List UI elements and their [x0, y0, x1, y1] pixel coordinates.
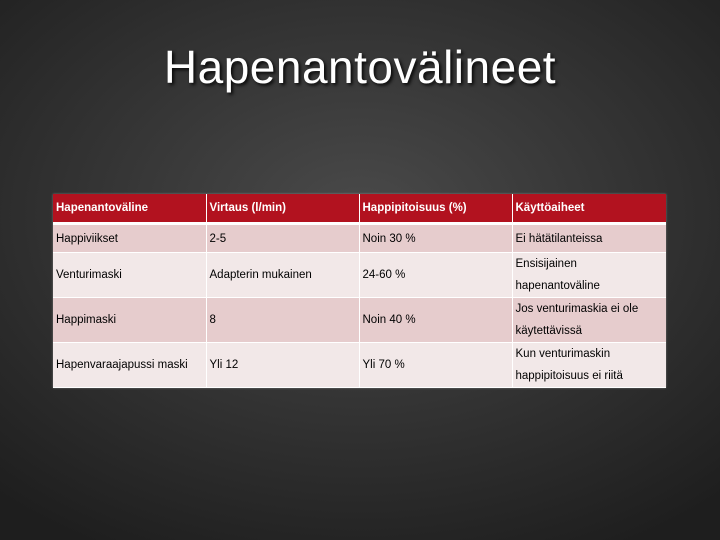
cell-indications: Ensisijainen hapenantoväline: [512, 253, 666, 298]
header-oxygen-concentration: Happipitoisuus (%): [359, 194, 512, 224]
cell-device: Happiviikset: [53, 224, 206, 253]
table-row: [53, 224, 666, 253]
oxygen-devices-table-container: [53, 194, 666, 388]
table-row: [53, 253, 666, 298]
cell-device: Venturimaski: [53, 253, 206, 298]
cell-flow: Adapterin mukainen: [206, 253, 359, 298]
table-row: [53, 298, 666, 343]
header-flow: Virtaus (l/min): [206, 194, 359, 224]
table-header-row: [53, 194, 666, 224]
oxygen-devices-table: [53, 194, 666, 388]
cell-device: Hapenvaraajapussi maski: [53, 343, 206, 388]
cell-indications: Ei hätätilanteissa: [512, 224, 666, 253]
table-header: [53, 194, 666, 224]
header-device: Hapenantoväline: [53, 194, 206, 224]
cell-device: Happimaski: [53, 298, 206, 343]
cell-oxygen-concentration: Noin 30 %: [359, 224, 512, 253]
cell-flow: 8: [206, 298, 359, 343]
cell-oxygen-concentration: 24-60 %: [359, 253, 512, 298]
header-indications: Käyttöaiheet: [512, 194, 666, 224]
cell-oxygen-concentration: Noin 40 %: [359, 298, 512, 343]
slide-title: Hapenantovälineet: [163, 41, 557, 93]
table-row: [53, 343, 666, 388]
table-body: [53, 224, 666, 388]
cell-indications: Jos venturimaskia ei ole käytettävissä: [512, 298, 666, 343]
cell-indications: Kun venturimaskin happipitoisuus ei riitä: [512, 343, 666, 388]
cell-flow: Yli 12: [206, 343, 359, 388]
cell-oxygen-concentration: Yli 70 %: [359, 343, 512, 388]
cell-flow: 2-5: [206, 224, 359, 253]
